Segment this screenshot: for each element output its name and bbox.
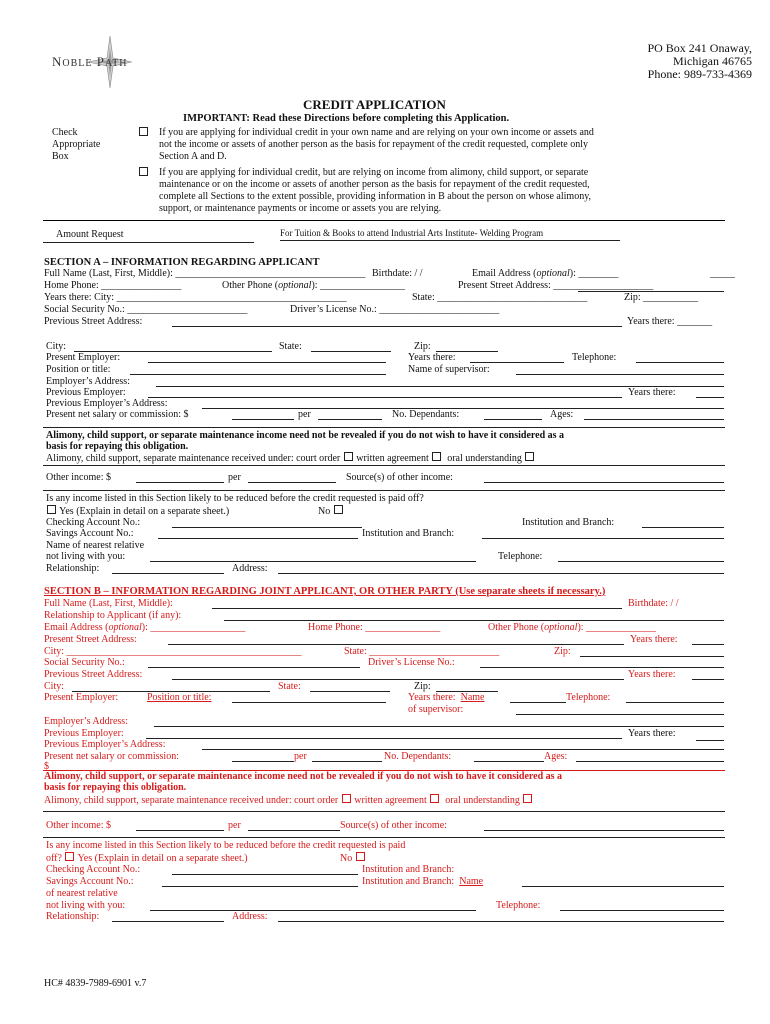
b-relative-line <box>150 910 476 911</box>
b-relationship2[interactable]: Relationship: <box>46 911 100 922</box>
b-prev-street[interactable]: Previous Street Address: <box>44 669 143 680</box>
b-telephone-line <box>626 702 724 703</box>
oral-understanding-checkbox[interactable] <box>525 452 534 461</box>
b-telephone2-line <box>560 910 724 911</box>
b-employer-address[interactable]: Employer’s Address: <box>44 716 128 727</box>
a-present-employer-line <box>148 362 386 363</box>
b-relative-1: of nearest relative <box>46 888 118 899</box>
a-state2[interactable]: State: <box>279 341 302 352</box>
a-years-city[interactable]: Years there: City: ______________________________________________ <box>44 292 347 303</box>
b-supervisor-line <box>516 714 724 715</box>
b-dollar: $ <box>44 761 49 772</box>
b-ssn-line <box>148 667 360 668</box>
a-prev-employer-address[interactable]: Previous Employer’s Address: <box>46 398 168 409</box>
a-inst-branch-line <box>642 527 724 528</box>
b-ages-line <box>576 761 724 762</box>
b-per2: per <box>228 820 241 831</box>
a-checking[interactable]: Checking Account No.: <box>46 517 141 528</box>
b-alimony-notice-2: basis for repaying this obligation. <box>44 782 187 793</box>
a-zip[interactable]: Zip: ___________ <box>624 292 699 303</box>
b-inst-branch[interactable]: Institution and Branch: <box>362 864 455 875</box>
b-birthdate[interactable]: Birthdate: / / <box>628 598 679 609</box>
a-present-street[interactable]: Present Street Address: ____________________ <box>458 280 654 291</box>
a-alimony-notice: Alimony, child support, or separate maintenance income need not be revealed if you do not wish to have it considered as a <box>46 430 565 441</box>
b-position-line <box>232 702 386 703</box>
check-box-label: Check Appropriate Box <box>52 127 101 162</box>
amount-request-value-line <box>280 240 620 241</box>
a-prev-employer-address-line <box>202 408 724 409</box>
b-position[interactable]: Position or title: <box>147 692 212 703</box>
b-other-phone[interactable]: Other Phone (optional): ______________ <box>488 622 657 633</box>
b-inst-branch2[interactable]: Institution and Branch: Name <box>362 876 484 887</box>
b-yes-option[interactable]: off? Yes (Explain in detail on a separate sheet.) <box>46 853 248 864</box>
b-other-income-line <box>136 830 224 831</box>
b-relationship2-line <box>112 921 224 922</box>
option1-checkbox[interactable] <box>138 127 149 140</box>
b-address[interactable]: Address: <box>232 911 268 922</box>
b-drivers-license[interactable]: Driver’s License No.: <box>368 657 455 668</box>
option2-text: If you are applying for individual credit, but are relying on income from alimony, child support, or separate maintenance or on the income or assets of another person as the basis for repayment of the credit requested, complete all Sections to the extent possible, providing information in B about the person on whose alimony, support, or maintenance payments or income or assets you are relying. <box>159 167 592 214</box>
b-other-income[interactable]: Other income: $ <box>46 820 111 831</box>
b-full-name-line <box>212 608 622 609</box>
b-years-there[interactable]: Years there: <box>630 634 678 645</box>
b-checking[interactable]: Checking Account No.: <box>46 864 141 875</box>
b-state2[interactable]: State: <box>278 681 301 692</box>
b-drivers-license-line <box>480 667 724 668</box>
option2-checkbox[interactable] <box>138 167 149 180</box>
a-ages[interactable]: Ages: <box>550 409 574 420</box>
a-alimony-received: Alimony, child support, separate maintenance received under: court order written agreement oral understanding <box>46 452 535 465</box>
a-other-income[interactable]: Other income: $ <box>46 472 111 483</box>
a-previous-employer[interactable]: Previous Employer: <box>46 387 126 398</box>
a-home-phone[interactable]: Home Phone: ________________ <box>44 280 182 291</box>
a-no-option[interactable]: No <box>318 505 344 518</box>
b-per-line <box>312 761 382 762</box>
a-alimony-notice-2: basis for repaying this obligation. <box>46 441 189 452</box>
a-zip2[interactable]: Zip: <box>414 341 431 352</box>
b-email[interactable]: Email Address (optional): ___________________ <box>44 622 246 633</box>
a-dependants[interactable]: No. Dependants: <box>392 409 460 420</box>
a-relative-line <box>150 561 476 562</box>
a-other-phone[interactable]: Other Phone (optional): _________________ <box>222 280 406 291</box>
b-previous-employer-line <box>146 738 622 739</box>
a-email[interactable]: Email Address (optional): ________ <box>472 268 619 279</box>
a-reduced-question: Is any income listed in this Section likely to be reduced before the credit requested is paid off? <box>46 493 424 504</box>
a-sources[interactable]: Source(s) of other income: <box>346 472 453 483</box>
written-agreement-checkbox[interactable] <box>432 452 441 461</box>
b-reduced-question: Is any income listed in this Section likely to be reduced before the credit requested is paid <box>46 840 406 851</box>
section-a-heading: SECTION A – INFORMATION REGARDING APPLICANT <box>44 257 320 268</box>
a-position[interactable]: Position or title: <box>46 364 111 375</box>
divider <box>43 811 725 812</box>
b-alimony-notice: Alimony, child support, or separate maintenance income need not be revealed if you do not wish to have it considered as a <box>44 771 563 782</box>
a-inst-branch[interactable]: Institution and Branch: <box>522 517 615 528</box>
divider <box>43 465 725 466</box>
a-relationship[interactable]: Relationship: <box>46 563 100 574</box>
b-oral-understanding-checkbox[interactable] <box>523 794 532 803</box>
b-court-order-checkbox[interactable] <box>342 794 351 803</box>
b-ssn[interactable]: Social Security No.: <box>44 657 125 668</box>
a-other-income-line <box>136 482 224 483</box>
b-prev-street-line <box>172 679 624 680</box>
company-address: PO Box 241 Onaway, Michigan 46765 Phone: 989-733-4369 <box>647 41 752 81</box>
b-no-checkbox[interactable] <box>356 852 365 861</box>
b-zip-line <box>580 656 724 657</box>
a-previous-employer-line <box>148 397 622 398</box>
a-prev-street-line <box>172 326 622 327</box>
a-position-line <box>130 374 386 375</box>
a-inst-branch2-line <box>482 538 724 539</box>
a-state[interactable]: State: ______________________________ <box>412 292 588 303</box>
a-years-there3[interactable]: Years there: <box>628 387 676 398</box>
b-per: per <box>294 751 307 762</box>
b-telephone[interactable]: Telephone: <box>566 692 611 703</box>
a-birthdate[interactable]: Birthdate: / / <box>372 268 423 279</box>
b-zip[interactable]: Zip: <box>554 646 571 657</box>
a-dependants-line <box>484 419 542 420</box>
a-years-there2-line <box>470 362 564 363</box>
a-salary-line <box>232 419 294 420</box>
a-relative-2[interactable]: not living with you: <box>46 551 126 562</box>
b-zip2[interactable]: Zip: <box>414 681 431 692</box>
b-present-employer[interactable]: Present Employer: <box>44 692 119 703</box>
b-relationship-line <box>224 620 724 621</box>
a-telephone2-line <box>558 561 724 562</box>
b-inst-branch2-line <box>522 886 724 887</box>
a-inst-branch2[interactable]: Institution and Branch: <box>362 528 455 539</box>
a-ages-line <box>584 419 724 420</box>
yes-checkbox[interactable] <box>47 505 56 514</box>
divider <box>43 837 725 838</box>
b-yes-checkbox[interactable] <box>65 852 74 861</box>
b-years-there2[interactable]: Years there: <box>628 669 676 680</box>
b-written-agreement-checkbox[interactable] <box>430 794 439 803</box>
b-years-there4-line <box>696 740 724 741</box>
b-no-option[interactable]: No <box>340 852 366 865</box>
b-checking-line <box>172 874 358 875</box>
amount-request-line <box>43 242 254 243</box>
b-telephone2[interactable]: Telephone: <box>496 900 541 911</box>
a-relative-1: Name of nearest relative <box>46 540 145 551</box>
b-address-line <box>278 921 724 922</box>
section-b-heading: SECTION B – INFORMATION REGARDING JOINT APPLICANT, OR OTHER PARTY (Use separate sheets if necessary.) <box>44 586 606 597</box>
b-per2-line <box>248 830 340 831</box>
a-years-there[interactable]: Years there: _______ <box>627 316 713 327</box>
a-years-there2[interactable]: Years there: <box>408 352 456 363</box>
a-telephone-line <box>636 362 724 363</box>
b-years-there3[interactable]: Years there: Name <box>408 692 485 703</box>
a-per2-line <box>248 482 336 483</box>
a-ssn[interactable]: Social Security No.: ________________________ <box>44 304 248 315</box>
a-yes-option[interactable]: Yes (Explain in detail on a separate sheet.) <box>46 505 229 518</box>
b-savings-line <box>162 886 358 887</box>
no-checkbox[interactable] <box>334 505 343 514</box>
a-sources-line <box>484 482 724 483</box>
a-per2: per <box>228 472 241 483</box>
b-salary[interactable]: Present net salary or commission: <box>44 751 179 762</box>
a-per-line <box>318 419 382 420</box>
b-employer-address-line <box>154 726 724 727</box>
logo-wordmark: NOBLE PATH <box>52 54 128 69</box>
a-email-tail: _____ <box>710 268 735 279</box>
divider <box>43 490 725 491</box>
a-city2[interactable]: City: <box>46 341 67 352</box>
a-salary[interactable]: Present net salary or commission: $ <box>46 409 189 420</box>
a-telephone2[interactable]: Telephone: <box>498 551 543 562</box>
a-full-name[interactable]: Full Name (Last, First, Middle): ______________________________________ <box>44 268 366 279</box>
amount-request-label: Amount Request <box>56 229 124 240</box>
b-salary-line <box>232 761 294 762</box>
b-supervisor[interactable]: of supervisor: <box>408 704 464 715</box>
a-savings-line <box>158 538 358 539</box>
a-prev-street[interactable]: Previous Street Address: <box>44 316 143 327</box>
b-ages[interactable]: Ages: <box>544 751 568 762</box>
a-employer-address[interactable]: Employer’s Address: <box>46 376 130 387</box>
a-address[interactable]: Address: <box>232 563 268 574</box>
a-savings[interactable]: Savings Account No.: <box>46 528 134 539</box>
a-supervisor-line <box>516 374 724 375</box>
b-savings[interactable]: Savings Account No.: <box>46 876 134 887</box>
b-previous-employer[interactable]: Previous Employer: <box>44 728 124 739</box>
b-relative-2[interactable]: not living with you: <box>46 900 126 911</box>
a-relationship-line <box>112 573 224 574</box>
b-sources[interactable]: Source(s) of other income: <box>340 820 447 831</box>
a-supervisor[interactable]: Name of supervisor: <box>408 364 490 375</box>
a-checking-line <box>172 527 362 528</box>
b-present-street[interactable]: Present Street Address: <box>44 634 137 645</box>
b-dependants[interactable]: No. Dependants: <box>384 751 452 762</box>
b-full-name[interactable]: Full Name (Last, First, Middle): <box>44 598 173 609</box>
divider <box>43 220 725 221</box>
b-years-there2-line <box>692 679 724 680</box>
b-present-street-line <box>168 644 624 645</box>
b-city[interactable]: City: _______________________________________________ <box>44 646 302 657</box>
b-relationship[interactable]: Relationship to Applicant (if any): <box>44 610 182 621</box>
b-state2-line <box>310 691 390 692</box>
a-state2-line <box>311 351 391 352</box>
a-years-there3-line <box>696 397 724 398</box>
b-prev-employer-address[interactable]: Previous Employer’s Address: <box>44 739 166 750</box>
amount-request-value[interactable]: For Tuition & Books to attend Industrial Arts Institute- Welding Program <box>280 228 544 238</box>
divider <box>43 427 725 428</box>
document-id-footer: HC# 4839-7989-6901 v.7 <box>44 978 147 989</box>
b-years-there-line <box>692 644 724 645</box>
b-state[interactable]: State: __________________________ <box>344 646 500 657</box>
court-order-checkbox[interactable] <box>344 452 353 461</box>
b-city2[interactable]: City: <box>44 681 65 692</box>
page-title: CREDIT APPLICATION <box>303 97 446 112</box>
a-address-line <box>278 573 724 574</box>
important-notice: IMPORTANT: Read these Directions before completing this Application. <box>183 113 510 124</box>
b-years-there4[interactable]: Years there: <box>628 728 676 739</box>
b-prev-employer-address-line <box>202 749 724 750</box>
a-per: per <box>298 409 311 420</box>
option1-text: If you are applying for individual credit in your own name and are relying on your own income or assets and not the income or assets of another person as the basis for repayment of the credit requested, complete only Section A and D. <box>159 127 594 162</box>
b-dependants-line <box>474 761 544 762</box>
b-alimony-received: Alimony, child support, separate maintenance received under: court order written agreement oral understanding <box>44 794 533 807</box>
a-telephone[interactable]: Telephone: <box>572 352 617 363</box>
b-home-phone[interactable]: Home Phone: _______________ <box>308 622 441 633</box>
b-name-line <box>510 702 566 703</box>
b-sources-line <box>484 830 724 831</box>
a-present-employer[interactable]: Present Employer: <box>46 352 121 363</box>
a-drivers-license[interactable]: Driver’s License No.: ________________________ <box>290 304 500 315</box>
